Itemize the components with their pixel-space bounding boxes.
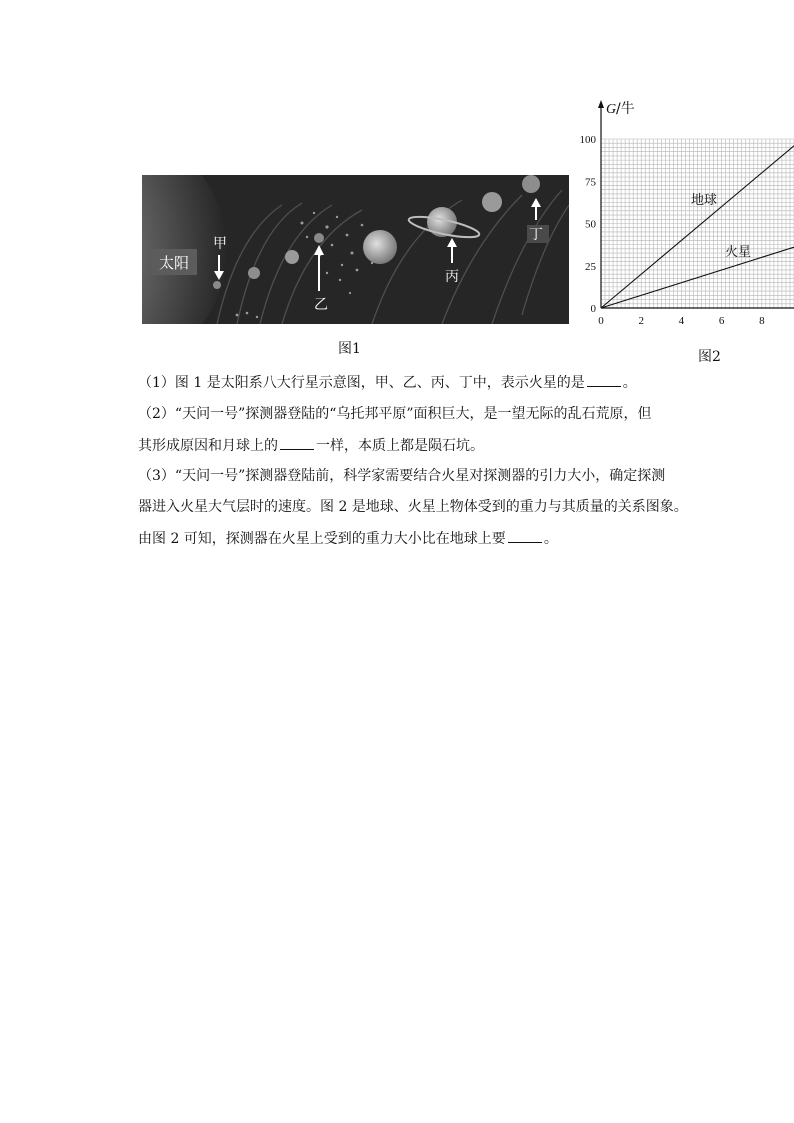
planet-yi [314, 233, 324, 243]
question-3-line-3 [138, 528, 558, 549]
y-tick-label: 50 [585, 218, 596, 231]
answer-blank-3[interactable] [508, 528, 542, 543]
sun-label: 太阳 [159, 254, 190, 272]
question-3-tail: 。 [543, 531, 558, 547]
y-tick-label: 100 [579, 134, 596, 146]
answer-blank-1[interactable] [587, 372, 621, 387]
planet-ding [522, 175, 540, 193]
bing-label: 丙 [445, 269, 459, 285]
x-tick-label: 0 [598, 315, 604, 327]
y-tick-label: 0 [590, 303, 596, 315]
question-3-line-1: （3）“天问一号”探测器登陆前，科学家需要结合火星对探测器的引力大小，确定探测 [138, 468, 666, 484]
y-tick-label: 25 [585, 260, 596, 273]
planet-jupiter [363, 230, 397, 264]
question-3-line-2: 器进入火星大气层时的速度。图 2 是地球、火星上物体受到的重力与其质量的关系图象。 [138, 499, 688, 515]
planet-venus [248, 267, 260, 279]
figure2-caption: 图2 [698, 349, 721, 365]
x-tick-label: 8 [759, 315, 765, 327]
figure1-caption: 图1 [338, 341, 361, 357]
question-3-text: 由图 2 可知，探测器在火星上受到的重力大小比在地球上要 [138, 531, 506, 547]
x-tick-label: 4 [678, 315, 685, 327]
planet-uranus [482, 192, 502, 212]
question-1 [138, 372, 637, 393]
answer-blank-2[interactable] [280, 435, 314, 450]
chart-grid [601, 139, 794, 308]
solar-system-figure [142, 175, 569, 324]
question-1-tail: 。 [622, 375, 637, 391]
mars-line-label: 火星 [725, 245, 752, 260]
ding-label: 丁 [529, 227, 543, 243]
earth-line-label: 地球 [691, 193, 718, 208]
jia-label: 甲 [213, 236, 227, 252]
planet-jia [213, 281, 221, 289]
question-2-line-1: （2）“天问一号”探测器登陆的“乌托邦平原”面积巨大，是一望无际的乱石荒原，但 [138, 406, 652, 422]
y-axis-label-unit: /牛 [616, 101, 635, 117]
y-tick-label: 75 [585, 176, 596, 189]
question-2-tail: 一样，本质上都是陨石坑。 [316, 438, 484, 454]
question-1-text: （1）图 1 是太阳系八大行星示意图，甲、乙、丙、丁中，表示火星的是 [138, 375, 585, 391]
planet-earth [285, 250, 299, 264]
x-tick-label: 6 [718, 315, 725, 327]
yi-label: 乙 [314, 297, 328, 313]
y-axis-label-symbol: G [606, 102, 617, 117]
gravity-mass-chart [570, 95, 794, 335]
question-2-text: 其形成原因和月球上的 [138, 438, 278, 454]
question-2-line-2 [138, 435, 484, 456]
x-tick-label: 2 [638, 315, 644, 327]
